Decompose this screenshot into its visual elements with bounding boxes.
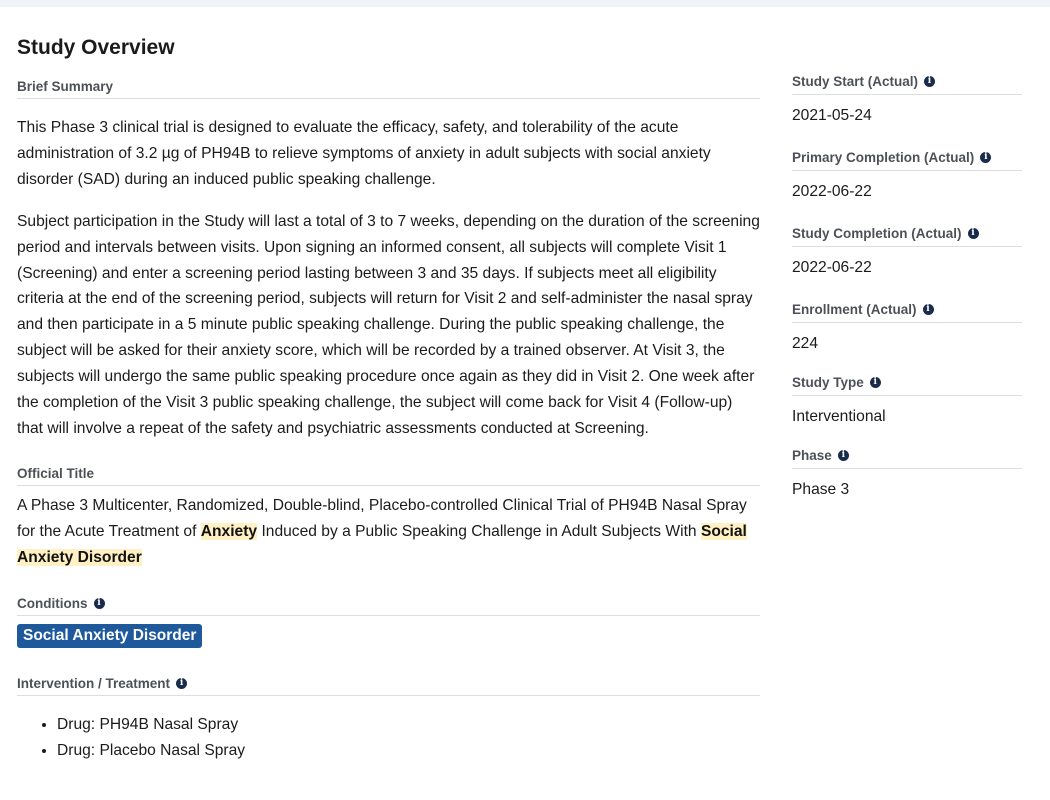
primary-completion-field (792, 149, 1022, 202)
field-label: Primary Completion (Actual) i (792, 149, 1022, 171)
field-label: Enrollment (Actual) i (792, 301, 1022, 323)
official-title-label: Official Title (17, 465, 760, 486)
info-icon[interactable]: i (838, 450, 849, 461)
info-icon[interactable]: i (94, 598, 105, 609)
top-bar (0, 0, 1050, 7)
study-start-field (792, 73, 1022, 126)
info-icon[interactable]: i (924, 76, 935, 87)
intervention-label: Intervention / Treatment i (17, 675, 760, 696)
info-icon[interactable]: i (176, 678, 187, 689)
info-icon[interactable]: i (870, 377, 881, 388)
field-value: Interventional (792, 408, 886, 425)
field-value: 2022-06-22 (792, 259, 872, 276)
conditions-label: Conditions i (17, 595, 760, 616)
official-title-text: A Phase 3 Multicenter, Randomized, Double-blind, Placebo-controlled Clinical Trial of PH94B Nasal Spray for the Acute Treatment of Anxiety Induced by a Public Speaking Challenge in Adult Subjects With Social Anxiety Disorder (17, 496, 747, 566)
field-label: Study Completion (Actual) i (792, 225, 1022, 247)
info-icon[interactable]: i (980, 152, 991, 163)
info-icon[interactable]: i (968, 228, 979, 239)
info-icon[interactable]: i (923, 304, 934, 315)
list-item: • Drug: Placebo Nasal Spray (57, 738, 760, 764)
brief-summary-label: Brief Summary (17, 78, 760, 99)
search-highlight: Social Anxiety Disorder (17, 522, 747, 566)
phase-field (792, 447, 1022, 500)
search-highlight: Anxiety (200, 522, 258, 540)
page-title: Study Overview (17, 36, 175, 59)
conditions-list (17, 624, 760, 648)
study-details-sidebar (792, 73, 1022, 500)
study-type-field (792, 374, 1022, 427)
condition-tag[interactable]: Social Anxiety Disorder (17, 624, 202, 648)
main-column (17, 78, 760, 764)
field-label: Study Start (Actual) i (792, 73, 1022, 95)
field-label: Phase i (792, 447, 1022, 469)
study-completion-field (792, 225, 1022, 278)
brief-summary-paragraph-1: This Phase 3 clinical trial is designed to evaluate the efficacy, safety, and tolerability of the acute administration of 3.2 µg of PH94B to relieve symptoms of anxiety in adult subjects with social anxiety disorder (SAD) during an induced public speaking challenge. (17, 119, 711, 188)
enrollment-field (792, 301, 1022, 354)
field-label: Study Type i (792, 374, 1022, 396)
field-value: Phase 3 (792, 481, 850, 498)
field-value: 2022-06-22 (792, 183, 872, 200)
intervention-list (17, 712, 760, 764)
field-value: 2021-05-24 (792, 107, 872, 124)
brief-summary-paragraph-2: Subject participation in the Study will last a total of 3 to 7 weeks, depending on the duration of the screening period and intervals between visits. Upon signing an informed consent, all subjects will complete Visit 1 (Screening) and enter a screening period lasting between 3 and 35 days. If subjects meet all eligibility criteria at the end of the screening period, subjects will return for Visit 2 and self-administer the nasal spray and then participate in a 5 minute public speaking challenge. During the public speaking challenge, the subject will be asked for their anxiety score, which will be recorded by a trained observer. At Visit 3, the subjects will undergo the same public speaking procedure once again as they did in Visit 2. One week after the completion of the Visit 3 public speaking challenge, the subject will come back for Visit 4 (Follow-up) that will involve a repeat of the safety and psychiatric assessments conducted at Screening. (17, 212, 760, 437)
list-item: • Drug: PH94B Nasal Spray (57, 712, 760, 738)
field-value: 224 (792, 335, 819, 352)
